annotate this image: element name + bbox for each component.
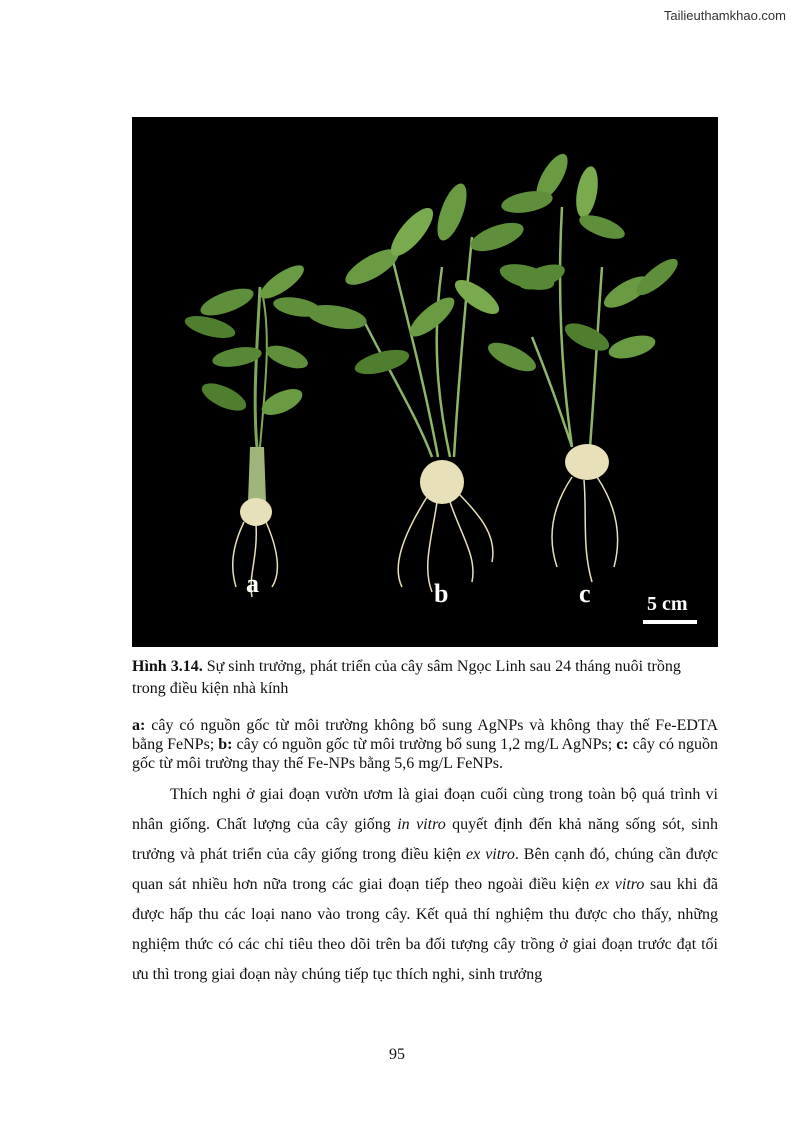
figure-legend [132, 716, 718, 773]
italic-term: ex vitro [466, 846, 515, 863]
body-text-segment: . Bên cạnh đó, chúng cần được quan sát nhiều hơn nữa trong các giai đoạn tiếp theo ngoài điều kiện [132, 846, 719, 893]
figure-number: Hình 3.14. [132, 658, 203, 675]
scale-bar [643, 620, 697, 624]
legend-text-a: cây có nguồn gốc từ môi trường không bổ sung AgNPs và không thay thế Fe-EDTA bằng FeNPs; [132, 717, 718, 753]
legend-key-c: c: [616, 736, 629, 753]
plant-label-c: c [579, 579, 591, 608]
figure-caption-text: Sự sinh trưởng, phát triển của cây sâm Ngọc Linh sau 24 tháng nuôi trồng trong điều kiện nhà kính [132, 658, 681, 697]
figure-image [132, 117, 718, 647]
watermark-text: Tailieuthamkhao.com [663, 8, 786, 23]
body-text-segment: quyết định đến khả năng sống sót, sinh trưởng và phát triển của cây giống trong điều kiện [132, 816, 718, 863]
plants-illustration [132, 117, 718, 647]
scale-bar-label: 5 cm [647, 593, 688, 615]
plant-a [183, 260, 323, 597]
body-paragraph [132, 780, 718, 990]
body-text-segment: Thích nghi ở giai đoạn vườn ươm là giai đoạn cuối cùng trong toàn bộ quá trình vi nhân giống. Chất lượng của cây giống [132, 786, 718, 833]
legend-key-b: b: [218, 736, 233, 753]
figure-caption [132, 656, 718, 700]
page-number: 95 [389, 1046, 405, 1063]
plant-label-b: b [434, 579, 449, 608]
plant-label-a: a [246, 569, 259, 598]
legend-text-b: cây có nguồn gốc từ môi trường bổ sung 1,2 mg/L AgNPs; [232, 736, 617, 753]
plant-b [306, 180, 557, 592]
italic-term: in vitro [397, 816, 446, 833]
body-text-segment: sau khi đã được hấp thu các loại nano vào trong cây. Kết quả thí nghiệm thu được cho thấy, những nghiệm thức có các chỉ tiêu theo dõi trên ba đối tượng cây trồng ở giai đoạn trước đạt tối ưu thì trong giai đoạn này chúng tiếp tục thích nghi, sinh trưởng [132, 876, 719, 983]
italic-term: ex vitro [595, 876, 645, 893]
legend-key-a: a: [132, 717, 146, 734]
legend-text-c: cây có nguồn gốc từ môi trường thay thế Fe-NPs bằng 5,6 mg/L FeNPs. [132, 736, 719, 772]
